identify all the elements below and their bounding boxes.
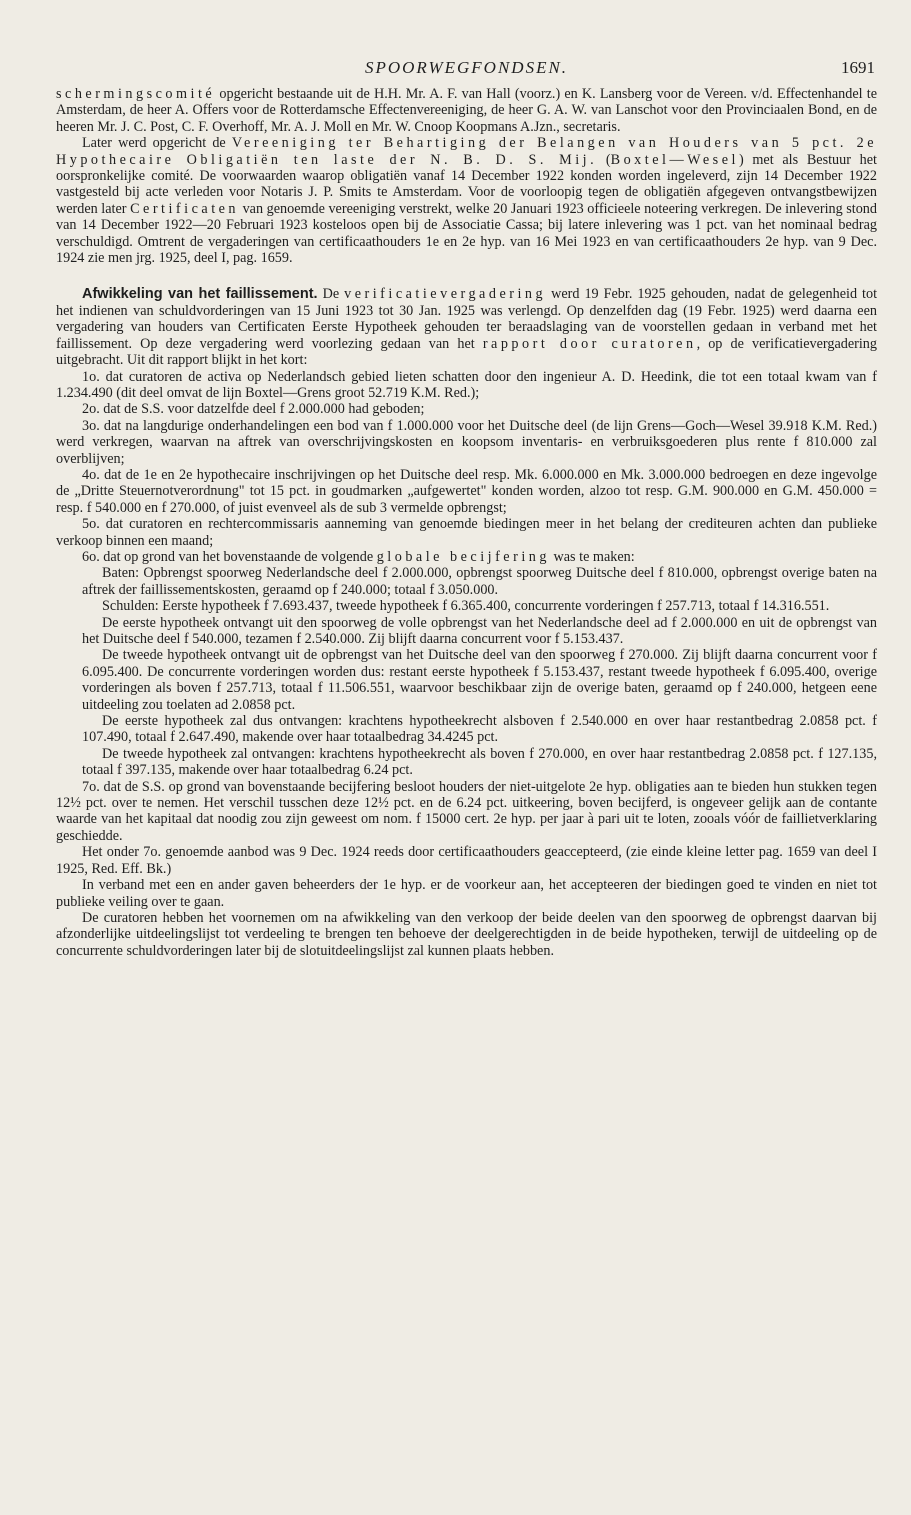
spaced-term: schermingscomité: [56, 86, 216, 102]
closing-paragraph: De curatoren hebben het voornemen om na afwikkeling van den verkoop der beide deelen van den spoorweg de opbrengst daarvan bij afzonderlijke uitdeelingslijst tot verdeeling te brengen ten behoeve der deelgerechtigden in de beide hypotheken, terwijl de uitdeeling op de concurrente schuldvorderingen later bij de slotuitdeelingslijst zal kunnen plaats hebben.: [56, 909, 877, 959]
sub-paragraph: Schulden: Eerste hypotheek f 7.693.437, tweede hypotheek f 6.365.400, concurrente vorderingen f 257.713, totaal f 14.316.551.: [102, 598, 830, 615]
text-run: (: [597, 151, 611, 168]
running-header: [56, 52, 877, 86]
list-item: 4o. dat de 1e en 2e hypothecaire inschrijvingen op het Duitsche deel resp. Mk. 6.000.000 en Mk. 3.000.000 bedroegen en deze ingevolge de „Dritte Steuernotverordnung" tot 15 pct. in goudmarken „aufgewertet" konden worden, alzoo tot resp. G.M. 900.000 en G.M. 450.000 = resp. f 540.000 en f 270.000, of juist evenveel als de sub 3 vermelde opbrengst;: [56, 466, 877, 516]
page-number: 1691: [841, 58, 875, 77]
sub-paragraph: De eerste hypotheek zal dus ontvangen: krachtens hypotheekrecht alsboven f 2.540.000 en over haar restantbedrag 2.0858 pct. f 107.490, totaal f 2.647.490, makende over haar totaalbedrag 34.4245 pct.: [82, 713, 877, 746]
text-run: Later werd opgericht de: [82, 135, 232, 152]
spaced-term: Vereeniging ter Behartiging der Belangen van Houders van 5 pct. 2e Hypothecaire Obligatiën ten laste der N. B. D. S. Mij.: [56, 135, 877, 168]
closing-paragraph: Het onder 7o. genoemde aanbod was 9 Dec. 1924 reeds door certificaathouders geaccepteerd, (zie einde kleine letter pag. 1659 van deel I 1925, Red. Eff. Bk.): [56, 844, 877, 877]
spaced-term: Boxtel—Wesel: [610, 151, 739, 168]
list-item: [56, 549, 877, 565]
spaced-term: rapport door curatoren: [482, 335, 697, 352]
paragraph-settlement: [56, 286, 877, 368]
text-run: werd 19 Febr. 1925 gehouden, nadat de gelegenheid tot het indienen van schuldvorderingen van 15 Juni 1923 tot 30 Jan. 1925 was verlengd. Op denzelfden dag (19 Febr. 1925) werd daarna een vergadering van houders van Certificaten Eerste Hypotheek gehouden ter beraadslaging van de voorstellen gedaan in verband met het faillissement. Op deze vergadering werd voorlezing gedaan van het: [56, 286, 878, 352]
text-run: , op de verificatievergadering uitgebracht. Uit dit rapport blijkt in het kort:: [56, 335, 877, 369]
sub-paragraph: De eerste hypotheek ontvangt uit den spoorweg de volle opbrengst van het Nederlandsche deel ad f 2.000.000 en uit de opbrengst van het Duitsche deel f 540.000, tezamen f 2.540.000. Zij blijft daarna concurrent voor f 5.153.437.: [82, 614, 877, 647]
spaced-term: globale becijfering: [376, 548, 550, 565]
list-item: 7o. dat de S.S. op grond van bovenstaande becijfering besloot houders der niet-uitgelote 2e hyp. obligaties aan te bieden hun stukken tegen 12½ pct. over te nemen. Het verschil tusschen deze 12½ pct. en de 6.24 pct. uitkeering, boven becijferd, is ongeveer gelijk aan de contante waarde van het kapitaal dat noodig zou zijn geweest om nom. f 15000 cert. 2e hyp. per jaar à pari uit te loten, zooals vóór de faillietverklaring geschiedde.: [56, 778, 877, 844]
sub-paragraph: De tweede hypotheek zal ontvangen: krachtens hypotheekrecht als boven f 270.000, en over haar restantbedrag 2.0858 pct. f 127.135, totaal f 397.135, makende over haar totaalbedrag 6.24 pct.: [82, 745, 877, 779]
text-run: opgericht bestaande uit de H.H. Mr. A. F. van Hall (voorz.) en K. Lansberg voor de Vereen. v/d. Effectenhandel te Amsterdam, de heer A. Offers voor de Rotterdamsche Effectenvereeniging, de heer G. A. W. van Lanschot voor den Provinciaalen Bond, en de heeren Mr. J. C. Post, C. F. Overhoff, Mr. A. J. Moll en Mr. W. Cnoop Koopmans A.Jzn., secretaris.: [56, 86, 877, 135]
section-gap: [56, 266, 877, 286]
spaced-term: Certificaten: [130, 200, 240, 217]
closing-paragraph: In verband met een en ander gaven beheerders der 1e hyp. er de voorkeur aan, het accepteeren der biedingen goed te vinden en niet tot publieke veiling over te gaan.: [56, 877, 877, 910]
running-title: SPOORWEGFONDSEN.: [364, 58, 569, 77]
list-item: 1o. dat curatoren de activa op Nederlandsch gebied lieten schatten door den ingenieur A. D. Heedink, die tot een totaal kwam van f 1.234.490 (dit deel omvat de lijn Boxtel—Grens groot 52.719 K.M. Red.);: [56, 368, 877, 401]
text-run: 6o. dat op grond van het bovenstaande de volgende: [82, 548, 377, 565]
text-run: van genoemde vereeniging verstrekt, welke 20 Januari 1923 officieele noteering verkregen. De inlevering stond van 14 December 1922—20 Februari 1923 kosteloos open bij de Associatie Cassa; bij latere inlevering was 1 pct. van het nominaal bedrag verschuldigd. Omtrent de vergaderingen van certificaathouders 1e en 2e hyp. van 16 Mei 1923 en van certificaathouders 2e hyp. van 9 Dec. 1924 zie men jrg. 1925, deel I, pag. 1659.: [56, 200, 877, 267]
list-item: 5o. dat curatoren en rechtercommissaris aanneming van genoemde biedingen meer in het belang der crediteuren achten dan publieke verkoop binnen een maand;: [56, 516, 877, 549]
section-heading: Afwikkeling van het faillissement.: [82, 286, 318, 303]
paragraph-committee: [56, 86, 877, 135]
spaced-term: verificatievergadering: [344, 286, 547, 303]
list-item: 2o. dat de S.S. voor datzelfde deel f 2.000.000 had geboden;: [82, 401, 425, 418]
text-run: De: [317, 286, 345, 303]
article-body: [56, 86, 877, 959]
paragraph-association: [56, 135, 877, 266]
text-run: ) met als Bestuur het oorspronkelijke comité. De voorwaarden waarop obligatiën vanaf 14 December 1922 konden worden ingeleverd, zijn 14 December 1922 vastgesteld bij acte verleden voor Notaris J. P. Smits te Amsterdam. Voor de voorloopig tegen de obligatiën afgegeven ontvangstbewijzen werden later: [56, 151, 877, 217]
sub-paragraph: De tweede hypotheek ontvangt uit de opbrengst van het Duitsche deel van den spoorweg f 270.000. Zij blijft daarna concurrent voor f 6.095.400. De concurrente vorderingen worden dus: restant eerste hypotheek f 5.153.437, restant tweede hypotheek f 6.095.400, overige vorderingen als boven f 257.713, totaal f 11.506.551, waarvoor beschikbaar zijn de overige baten, geraamd op f 240.000, hetgeen eene uitdeeling zou toelaten ad 2.0858 pct.: [82, 647, 877, 713]
list-item: 3o. dat na langdurige onderhandelingen een bod van f 1.000.000 voor het Duitsche deel (de lijn Grens—Goch—Wesel 39.918 K.M. Red.) werd verkregen, waarvan na aftrek van overschrijvingskosten en koopsom inventaris- en verbruiksgoederen plus rente f 810.000 zal overblijven;: [56, 417, 877, 467]
sub-paragraph: Baten: Opbrengst spoorweg Nederlandsche deel f 2.000.000, opbrengst spoorweg Duitsche deel f 810.000, opbrengst overige baten na aftrek der faillissementskosten, geraamd op f 240.000; totaal f 3.050.000.: [82, 565, 877, 598]
text-run: was te maken:: [549, 548, 635, 565]
